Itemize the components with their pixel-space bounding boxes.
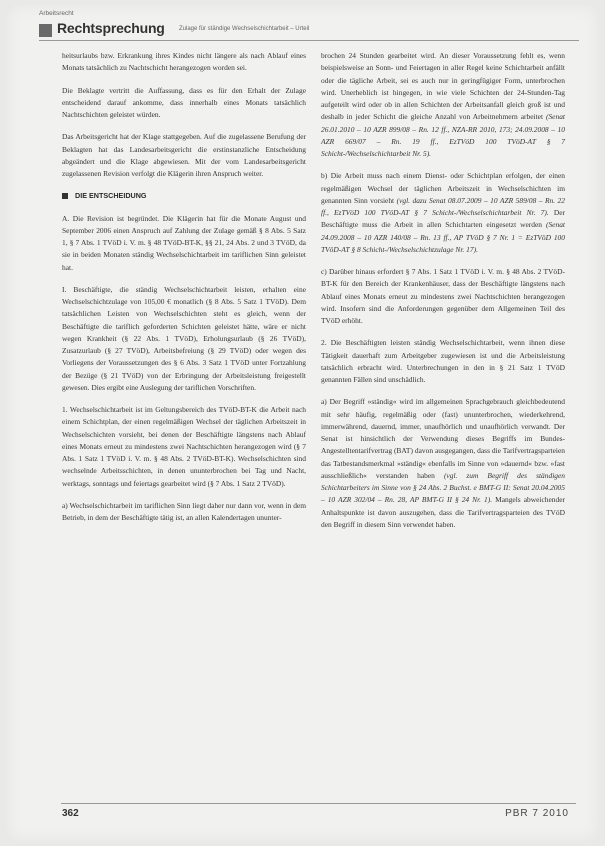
- paragraph: [321, 50, 565, 160]
- paragraph-text: Mangels abweichender Anhaltspunkte ist davon auszugehen, dass die Tarifvertragsparteien des TVöD den Begriff in diesem Sinn verwendet haben.: [321, 495, 565, 529]
- citation: (Senat 24.09.2008 – 10 AZR 140/08 – Rn. 13 ff., AP TVöD § 7 Nr. 1 = EzTVöD 100 TVöD-AT § 8 Schicht-/Wechselschichtzulage Nr. 17).: [321, 220, 565, 254]
- page-subtitle: Zulage für ständige Wechselschichtarbeit – Urteil: [179, 26, 310, 32]
- paragraph: 1. Wechselschichtarbeit ist im Geltungsbereich des TVöD-BT-K die Arbeit nach einem Schichtplan, der einen regelmäßigen Wechsel der täglichen Arbeitszeit in Wechselschichten vorsieht, bei denen der Beschäftigte längstens nach Ablauf eines Monats erneut zu mindestens zwei Nachtschichten herangezogen wird (§ 7 Abs. 1 Satz 1 TVöD i. V. m. § 48 Abs. 2 TVöD-BT-K). Wechselschichten sind wechselnde Arbeitsschichten, in denen ununterbrochen bei Tag und Nacht, werktags, sonntags und feiertags gearbeitet wird (§ 7 Abs. 1 Satz 2 TVöD).: [62, 405, 306, 488]
- document-page: [6, 4, 599, 842]
- journal-reference: PBR 7 2010: [505, 808, 569, 819]
- section-heading: [62, 190, 306, 202]
- header-square-marker: [39, 24, 52, 37]
- section-heading-text: DIE ENTSCHEIDUNG: [75, 191, 147, 201]
- citation: (vgl. zum Begriff des ständigen Schichtarbeiters im Sinne von § 24 Abs. 2 Buchst. e BMT-G II: Senat 20.04.2005 – 10 AZR 302/04 – Rn. 28, AP BMT-G II § 24 Nr. 1).: [321, 470, 566, 505]
- paragraph: I. Beschäftigte, die ständig Wechselschichtarbeit leisten, erhalten eine Wechselschichtzulage von 105,00 € monatlich (§ 8 Abs. 5 Satz 1 TVöD). Dem tatsächlichen Leisten von Wechselschichten steht es gleich, wenn der Beschäftigte die tariflich geforderten Schichten geleistet hätte, wäre er nicht wegen Krankheit (§ 22 Abs. 1 TVöD), Erholungsurlaub (§ 26 TVöD), Zusatzurlaub (§ 27 TVöD), Arbeitsbefreiung (§ 29 TVöD) oder wegen des Vorliegens der Voraussetzungen des § 6 Abs. 3 Satz 1 TVöD unter Fortzahlung der Bezüge (§ 21 TVöD) von der Erbringung der Arbeitsleistung freigestellt gewesen. Dies ergibt eine Auslegung der tariflichen Vorschriften.: [62, 284, 306, 392]
- paragraph: A. Die Revision ist begründet. Die Klägerin hat für die Monate August und September 2006 einen Anspruch auf Zahlung der Zulage gemäß § 8 Abs. 5 Satz 1, § 7 Abs. 1 TVöD i. V. m. § 48 TVöD-BT-K, §§ 21, 24 Abs. 2 und 3 TVöD, da sie in beiden Monaten ständig Wechselschichtarbeit im tariflichen Sinn geleistet hat.: [62, 213, 306, 272]
- paragraph: c) Darüber hinaus erfordert § 7 Abs. 1 Satz 1 TVöD i. V. m. § 48 Abs. 2 TVöD-BT-K für den Bereich der Krankenhäuser, dass der Beschäftigte längstens nach Ablauf eines Monats erneut zu mindestens zwei Nachtschichten herangezogen wird. Insofern sind die Anforderungen gegenüber dem Allgemeinen Teil des TVöD erhöht.: [321, 267, 565, 325]
- header-divider: [39, 40, 579, 41]
- citation: (vgl. dazu Senat 08.07.2009 – 10 AZR 589/08 – Rn. 22 ff., EzTVöD 100 TVöD-AT § 7 Schicht-/Wechselschichtarbeit Nr. 7).: [321, 195, 565, 217]
- section-label: Arbeitsrecht: [39, 10, 74, 17]
- paragraph: Die Beklagte vertritt die Auffassung, dass es für den Erhalt der Zulage entscheidend darauf ankomme, dass innerhalb eines Monats tatsächlich Nachtschichten geleistet würden.: [62, 85, 306, 119]
- paragraph: heitsurlaubs bzw. Erkrankung ihres Kindes nicht längere als nach Ablauf eines Monats tatsächlich zu Nachtschicht herangezogen worden sei.: [62, 51, 306, 73]
- paragraph: Das Arbeitsgericht hat der Klage stattgegeben. Auf die zugelassene Berufung der Beklagten hat das Landesarbeitsgericht die erstinstanzliche Entscheidung abgeändert und die Klage abgewiesen. Mit der vom Landesarbeitsgericht zugelassenen Revision verfolgt die Klägerin ihren Anspruch weiter.: [62, 132, 306, 178]
- paragraph: [321, 170, 565, 256]
- paragraph: a) Wechselschichtarbeit im tariflichen Sinn liegt daher nur dann vor, wenn in dem Betrieb, in dem der Beschäftigte tätig ist, an allen Kalendertagen ununter-: [62, 500, 306, 522]
- citation: (Senat 26.01.2010 – 10 AZR 899/08 – Rn. 12 ff., NZA-RR 2010, 173; 24.09.2008 – 10 AZR 669/07 – Rn. 19 ff., EzTVöD 100 TVöD-AT § 7 Schicht-/Wechselschichtarbeit Nr. 5).: [321, 112, 565, 158]
- left-column: [62, 50, 306, 530]
- right-column: [321, 50, 565, 537]
- paragraph: 2. Die Beschäftigten leisten ständig Wechselschichtarbeit, wenn ihnen diese Tätigkeit dauerhaft zum Arbeitgeber zugewiesen ist und die Arbeitsleistung tatsächlich erbracht wird. Unterbrechungen in den in § 21 Satz 1 TVöD genannten Fällen sind unschädlich.: [321, 338, 565, 384]
- footer-divider: [61, 803, 576, 804]
- page-number: 362: [62, 808, 79, 819]
- page-title: Rechtsprechung: [57, 20, 165, 36]
- paragraph-text: b) Die Arbeit muss nach einem Dienst- oder Schichtplan erfolgen, der einen regelmäßigen Wechsel der täglichen Arbeitszeit in Wechselschichten im genannten Sinn vorsieht: [321, 171, 565, 205]
- paragraph-text: a) Der Begriff »ständig« wird im allgemeinen Sprachgebrauch gleichbedeutend mit sehr häufig, regelmäßig oder (fast) ununterbrochen, wiederkehrend, immerwährend, dauernd, immer, unaufhörlich und unaufhörlich verwandt. Der Senat ist hinsichtlich der Verwendung dieses Begriffs im Bundes-Angestelltentarifvertrag (BAT) davon ausgegangen, dass die Tarifvertragsparteien das Tatbestandsmerkmal »ständig« ebenfalls im Sinne von »dauernd« bzw. »fast ausschließlich« verstanden haben: [321, 397, 565, 480]
- paragraph-text: brochen 24 Stunden gearbeitet wird. An dieser Voraussetzung fehlt es, wenn beispielsweise an Sonn- und Feiertagen in aller Regel keine Schichtarbeit anfällt oder die tägliche Arbeit, sei es auch nur in geringfügiger Form, unterbrochen wird. Unerheblich ist hingegen, in wie viele Schichten der 24-Stunden-Tag aufgeteilt wird oder ob in allen Schichten der Arbeitsanfall gleich groß ist und deshalb in jeder Schicht die gleiche Anzahl von Arbeitnehmern arbeitet: [321, 51, 565, 122]
- paragraph: [321, 396, 565, 531]
- heading-square-icon: [62, 193, 68, 199]
- paragraph-text: Der Beschäftigte muss die Arbeit in allen Schichtarten eingesetzt werden: [321, 208, 565, 230]
